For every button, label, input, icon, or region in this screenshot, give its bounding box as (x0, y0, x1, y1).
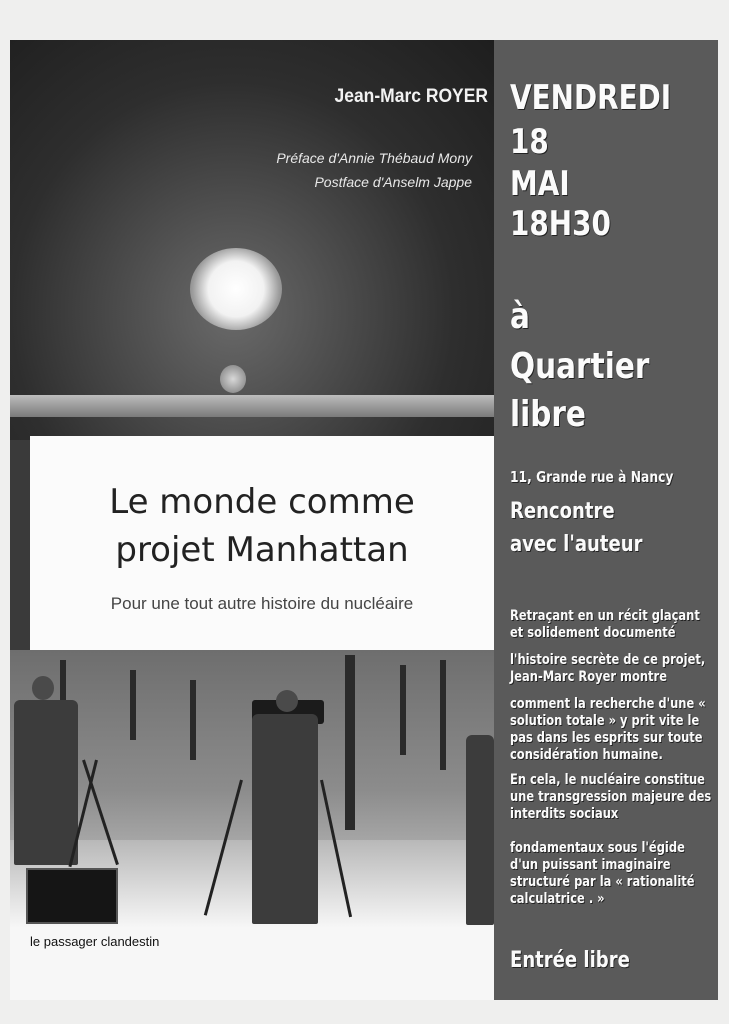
cameraman-head (32, 676, 54, 700)
cameraman-figure (14, 700, 78, 865)
smoke-plume-image (220, 365, 246, 393)
observer-figure (466, 735, 494, 925)
venue-address: 11, Grande rue à Nancy (510, 468, 674, 486)
preface-credit: Préface d'Annie Thébaud Mony (276, 150, 472, 166)
title-box (30, 436, 494, 650)
event-month: MAI (510, 164, 570, 204)
description-paragraph: En cela, le nucléaire constitue une transgression majeure des interdits sociaux (510, 772, 712, 822)
description-paragraph: Retraçant en un récit glaçant et solidement documenté (510, 608, 700, 641)
joshua-tree-image (345, 655, 355, 830)
joshua-tree-image (440, 660, 446, 770)
book-subtitle: Pour une tout autre histoire du nucléaire (110, 594, 414, 613)
joshua-tree-image (130, 670, 136, 740)
horizon-line (10, 395, 494, 417)
fireball-image (190, 248, 282, 330)
book-title: Le monde comme projet Manhattan (109, 482, 415, 570)
postface-credit: Postface d'Anselm Jappe (314, 174, 472, 190)
cameraman-figure (252, 714, 318, 924)
description-paragraph: comment la recherche d'une « solution totale » y prit vite le pas dans les esprits sur toute considération humaine. (510, 696, 706, 763)
venue-name-line1: Quartier (510, 346, 650, 387)
meeting-line1: Rencontre (510, 499, 615, 524)
joshua-tree-image (190, 680, 196, 760)
author-name: Jean-Marc ROYER (334, 86, 488, 107)
event-day: VENDREDI (510, 78, 672, 118)
description-paragraph: fondamentaux sous l'égide d'un puissant imaginaire structuré par la « rationalité calculatrice . » (510, 840, 695, 907)
venue-name-line2: libre (510, 394, 586, 435)
description-paragraph: l'histoire secrète de ce projet, Jean-Marc Royer montre (510, 652, 706, 685)
meeting-line2: avec l'auteur (510, 532, 643, 557)
event-date: 18 (510, 122, 549, 162)
joshua-tree-image (400, 665, 406, 755)
equipment-case (26, 868, 118, 924)
entry-notice: Entrée libre (510, 948, 630, 973)
cameraman-head (276, 690, 298, 712)
event-time: 18H30 (510, 204, 611, 244)
publisher-name: le passager clandestin (30, 934, 160, 949)
event-at: à (510, 296, 530, 337)
